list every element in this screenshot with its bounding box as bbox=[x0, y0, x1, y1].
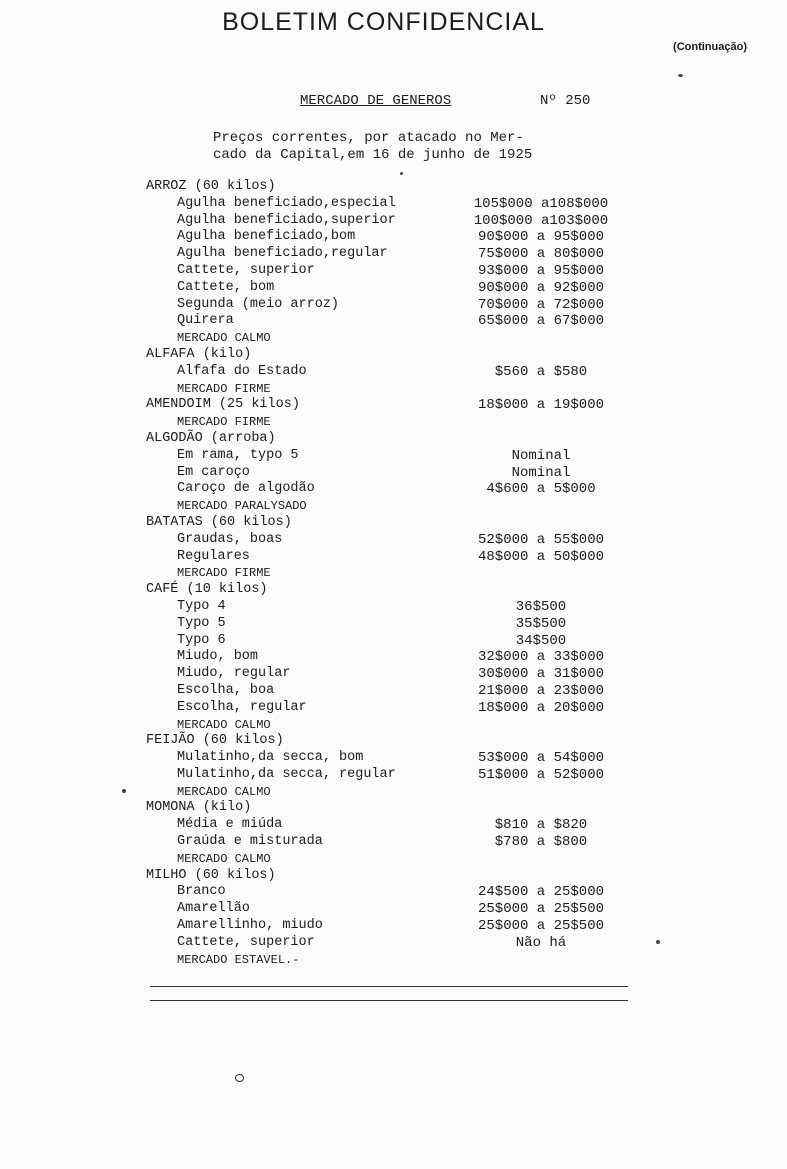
intro-line: cado da Capital,em 16 de junho de 1925 bbox=[213, 147, 533, 163]
item-price: 65$000 a 67$000 bbox=[477, 313, 605, 330]
item-price: $560 a $580 bbox=[494, 363, 588, 380]
item-label: Segunda (meio arroz) bbox=[177, 296, 340, 312]
item-price: 30$000 a 31$000 bbox=[477, 666, 605, 683]
item-label: Quirera bbox=[177, 313, 234, 329]
market-status: MERCADO FIRME bbox=[177, 566, 271, 581]
item-label: Regulares bbox=[177, 548, 250, 564]
category-label: ARROZ (60 kilos) bbox=[146, 179, 276, 194]
category-label: CAFÉ (10 kilos) bbox=[146, 582, 268, 598]
item-price: 48$000 a 50$000 bbox=[477, 548, 605, 565]
item-label: Cattete, bom bbox=[177, 279, 275, 295]
item-label: Amarellão bbox=[177, 901, 250, 917]
category-label: MOMONA (kilo) bbox=[146, 800, 252, 816]
item-price: 36$500 bbox=[515, 598, 567, 615]
market-status: MERCADO CALMO bbox=[177, 331, 271, 346]
item-price: 70$000 a 72$000 bbox=[477, 296, 605, 313]
item-label: Em caroço bbox=[177, 464, 250, 480]
item-price: 51$000 a 52$000 bbox=[477, 766, 605, 783]
item-price: 100$000 a103$000 bbox=[473, 212, 609, 229]
market-status: MERCADO PARALYSADO bbox=[177, 499, 307, 514]
item-label: Graudas, boas bbox=[177, 531, 283, 547]
item-price: 93$000 a 95$000 bbox=[477, 262, 605, 279]
market-title: MERCADO DE GENEROS bbox=[300, 93, 452, 109]
item-label: Agulha beneficiado,especial bbox=[177, 195, 396, 211]
item-label: Typo 4 bbox=[177, 598, 226, 614]
ink-speck bbox=[678, 74, 683, 77]
item-price: Nominal bbox=[511, 464, 571, 481]
item-price: 32$000 a 33$000 bbox=[477, 649, 605, 666]
item-price: Nominal bbox=[511, 447, 571, 464]
category-label: FEIJÃO (60 kilos) bbox=[146, 733, 284, 749]
ink-speck bbox=[122, 789, 126, 793]
item-price: Não há bbox=[515, 934, 567, 951]
item-label: Cattete, superior bbox=[177, 934, 315, 950]
item-price: 52$000 a 55$000 bbox=[477, 531, 605, 548]
item-label: Caroço de algodão bbox=[177, 481, 315, 497]
item-label: Em rama, typo 5 bbox=[177, 447, 299, 463]
footer-rule bbox=[150, 986, 628, 987]
item-label: Escolha, boa bbox=[177, 682, 275, 698]
item-label: Alfafa do Estado bbox=[177, 363, 307, 379]
category-label: AMENDOIM (25 kilos) bbox=[146, 397, 300, 413]
item-price: 53$000 a 54$000 bbox=[477, 750, 605, 767]
market-status: MERCADO CALMO bbox=[177, 784, 271, 799]
category-label: ALFAFA (kilo) bbox=[146, 346, 252, 362]
item-label: Agulha beneficiado,regular bbox=[177, 246, 388, 262]
item-price: $780 a $800 bbox=[494, 834, 588, 851]
item-price: 35$500 bbox=[515, 615, 567, 632]
item-label: Cattete, superior bbox=[177, 262, 315, 278]
category-label: ALGODÃO (arroba) bbox=[146, 430, 276, 446]
item-price: 105$000 a108$000 bbox=[473, 195, 609, 212]
item-price: 75$000 a 80$000 bbox=[477, 246, 605, 263]
market-heading bbox=[300, 93, 591, 109]
item-price: 4$600 a 5$000 bbox=[486, 481, 596, 498]
item-price: 90$000 a 92$000 bbox=[477, 279, 605, 296]
category-label: MILHO (60 kilos) bbox=[146, 867, 276, 883]
item-label: Mulatinho,da secca, bom bbox=[177, 750, 364, 766]
category-label: BATATAS (60 kilos) bbox=[146, 514, 292, 530]
ink-ring bbox=[235, 1074, 244, 1082]
footer-rule bbox=[150, 1000, 628, 1001]
bulletin-title: BOLETIM CONFIDENCIAL bbox=[222, 8, 545, 36]
item-label: Agulha beneficiado,bom bbox=[177, 229, 356, 245]
item-label: Branco bbox=[177, 884, 226, 900]
item-label: Mulatinho,da secca, regular bbox=[177, 766, 396, 782]
item-price: 18$000 a 19$000 bbox=[477, 397, 605, 414]
item-label: Média e miúda bbox=[177, 817, 283, 833]
ink-speck bbox=[400, 172, 403, 175]
market-status: MERCADO FIRME bbox=[177, 415, 271, 430]
market-status: MERCADO CALMO bbox=[177, 717, 271, 732]
market-status: MERCADO CALMO bbox=[177, 851, 271, 866]
item-price: $810 a $820 bbox=[494, 817, 588, 834]
ink-speck bbox=[656, 940, 660, 944]
item-price: 25$000 a 25$500 bbox=[477, 918, 605, 935]
intro-line: Preços correntes, por atacado no Mer- bbox=[213, 130, 524, 146]
item-label: Miudo, bom bbox=[177, 649, 259, 665]
item-price: 34$500 bbox=[515, 632, 567, 649]
item-label: Typo 6 bbox=[177, 632, 226, 648]
item-label: Amarellinho, miudo bbox=[177, 918, 323, 934]
market-status: MERCADO ESTAVEL.- bbox=[177, 952, 300, 967]
continuation-note: (Continuação) bbox=[673, 41, 747, 53]
item-label: Typo 5 bbox=[177, 615, 226, 631]
item-label: Miudo, regular bbox=[177, 666, 291, 682]
item-price: 24$500 a 25$000 bbox=[477, 884, 605, 901]
item-price: 18$000 a 20$000 bbox=[477, 699, 605, 716]
market-status: MERCADO FIRME bbox=[177, 381, 271, 396]
item-price: 21$000 a 23$000 bbox=[477, 682, 605, 699]
intro-paragraph bbox=[213, 130, 532, 164]
item-label: Agulha beneficiado,superior bbox=[177, 212, 396, 228]
bulletin-number: Nº 250 bbox=[540, 93, 591, 109]
item-price: 25$000 a 25$500 bbox=[477, 901, 605, 918]
item-label: Graúda e misturada bbox=[177, 834, 323, 850]
item-label: Escolha, regular bbox=[177, 699, 307, 715]
item-price: 90$000 a 95$000 bbox=[477, 229, 605, 246]
